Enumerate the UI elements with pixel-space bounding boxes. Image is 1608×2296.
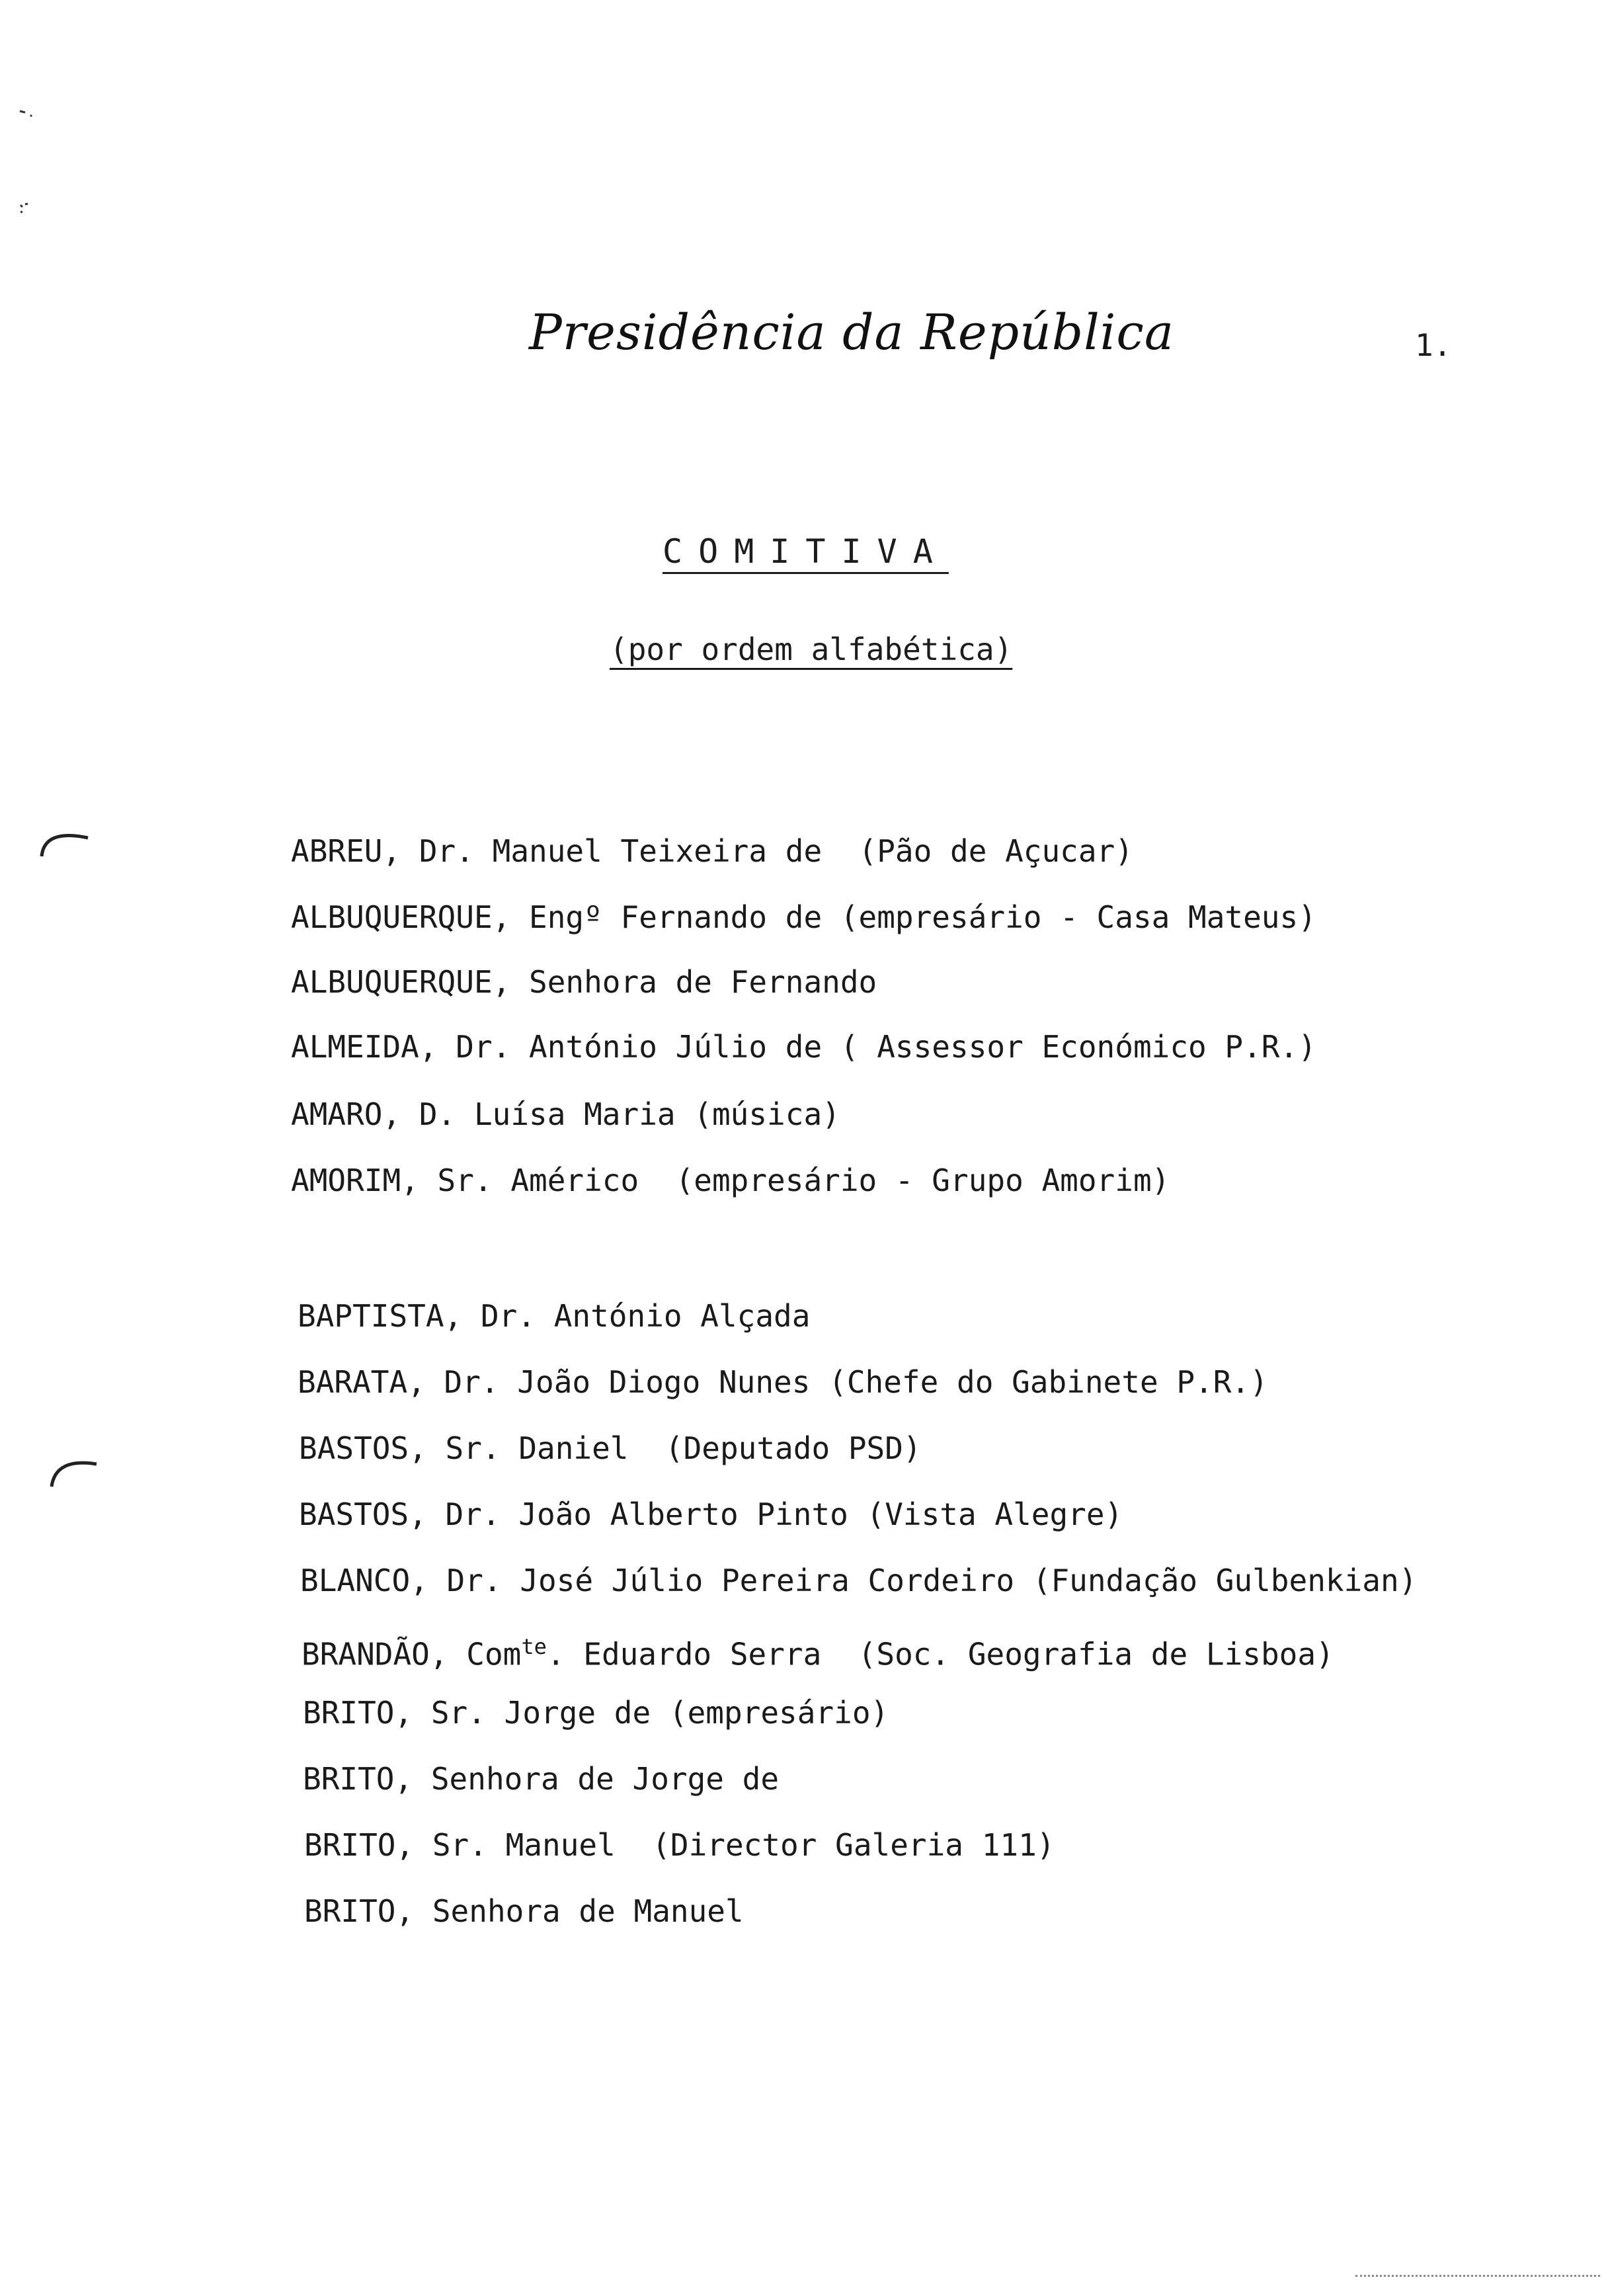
scan-speck: [19, 202, 38, 215]
list-item: ALBUQUERQUE, Engº Fernando de (empresário - Casa Mateus): [291, 899, 1316, 935]
scan-speck: [19, 106, 38, 119]
letterhead: Presidência da República: [529, 304, 1174, 361]
list-item: BRITO, Senhora de Jorge de: [303, 1761, 780, 1797]
page-title: COMITIVA: [663, 532, 949, 571]
list-item: BRITO, Senhora de Manuel: [304, 1893, 744, 1929]
list-item: AMARO, D. Luísa Maria (música): [291, 1096, 840, 1132]
list-item: BASTOS, Dr. João Alberto Pinto (Vista Alegre): [299, 1496, 1123, 1532]
list-item: BASTOS, Sr. Daniel (Deputado PSD): [299, 1430, 922, 1466]
list-item: ABREU, Dr. Manuel Teixeira de (Pão de Açucar): [291, 833, 1133, 869]
list-item: [302, 1627, 1334, 1674]
list-item: BLANCO, Dr. José Júlio Pereira Cordeiro (Fundação Gulbenkian): [300, 1563, 1418, 1598]
list-item: BAPTISTA, Dr. António Alçada: [298, 1298, 811, 1334]
entry-abbreviation-superscript: te: [521, 1634, 547, 1659]
list-item: ALMEIDA, Dr. António Júlio de ( Assessor Económico P.R.): [291, 1029, 1316, 1065]
list-item: BARATA, Dr. João Diogo Nunes (Chefe do Gabinete P.R.): [298, 1364, 1268, 1400]
entry-rest: . Eduardo Serra (Soc. Geografia de Lisboa): [546, 1636, 1334, 1672]
page-subtitle: (por ordem alfabética): [610, 632, 1013, 667]
list-item: BRITO, Sr. Manuel (Director Galeria 111): [304, 1827, 1055, 1863]
entry-name: BRANDÃO, Com: [302, 1636, 522, 1672]
scan-edge-mark: [1355, 2275, 1600, 2279]
page-number: 1.: [1415, 327, 1452, 363]
punch-hole-mark: [36, 823, 96, 863]
punch-hole-mark: [46, 1448, 106, 1495]
list-item: AMORIM, Sr. Américo (empresário - Grupo Amorim): [291, 1163, 1170, 1198]
list-item: BRITO, Sr. Jorge de (empresário): [303, 1695, 889, 1731]
list-item: ALBUQUERQUE, Senhora de Fernando: [291, 964, 877, 1000]
